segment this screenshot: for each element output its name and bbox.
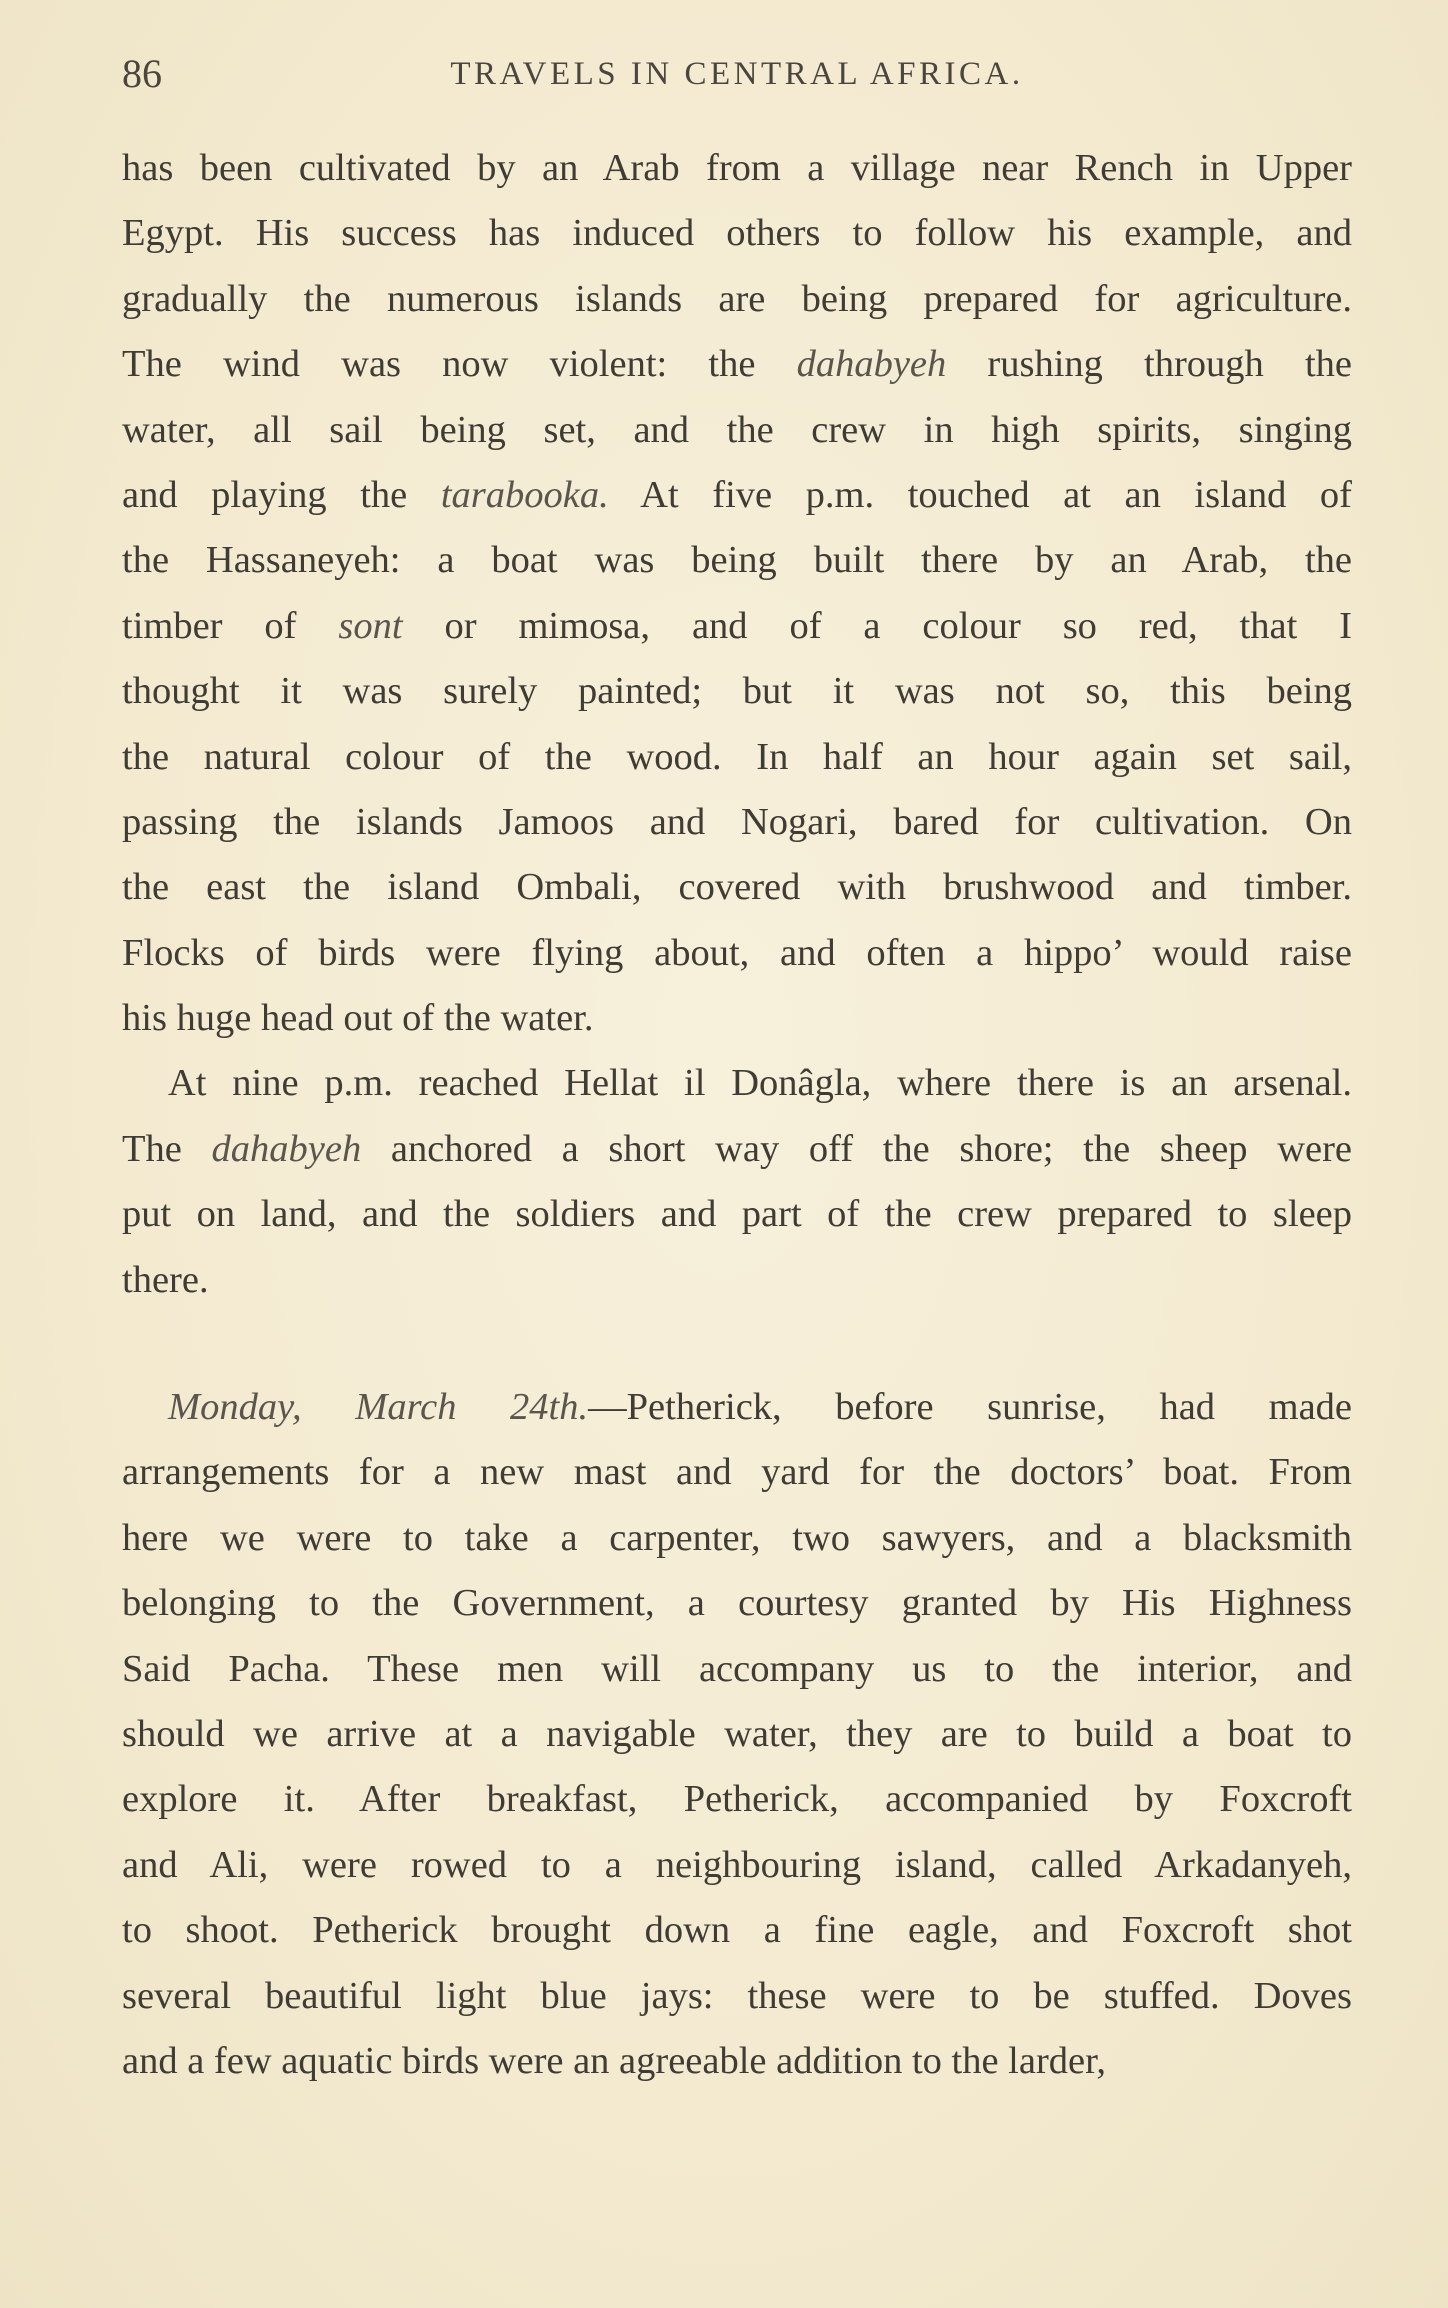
page-header [122, 46, 1352, 102]
text-line [122, 332, 1352, 397]
text-line [122, 528, 1352, 593]
italic-text: sont [338, 604, 403, 647]
text-line [122, 1117, 1352, 1182]
text-line [122, 725, 1352, 790]
text-line [122, 1964, 1352, 2029]
text-line [122, 398, 1352, 463]
line-text: Said Pacha. These men will accompany us to the interior, and [122, 1647, 1352, 1690]
line-text: and a few aquatic birds were an agreeable addition to the larder, [122, 2039, 1107, 2082]
page-number: 86 [122, 51, 162, 96]
text-line [122, 1248, 1352, 1313]
text-line [122, 594, 1352, 659]
italic-text: dahabyeh [211, 1127, 362, 1170]
paragraph [122, 136, 1352, 1051]
text-line [122, 1375, 1352, 1440]
text-line [122, 267, 1352, 332]
line-text: and Ali, were rowed to a neighbouring island, called Arkadanyeh, [122, 1843, 1352, 1886]
line-text: several beautiful light blue jays: these were to be stuffed. Doves [122, 1974, 1352, 2017]
text-line [122, 1506, 1352, 1571]
line-text: arrangements for a new mast and yard for the doctors’ boat. From [122, 1451, 1352, 1494]
text-line [122, 790, 1352, 855]
line-text: and playing the [122, 473, 441, 516]
line-text: there. [122, 1258, 209, 1301]
line-text: explore it. After breakfast, Petherick, accompanied by Foxcroft [122, 1778, 1352, 1821]
section-gap [122, 1313, 1352, 1375]
text-line [122, 986, 1352, 1051]
text-line [122, 1767, 1352, 1832]
line-text: Flocks of birds were flying about, and often a hippo’ would raise [122, 931, 1352, 974]
line-text: the natural colour of the wood. In half an hour again set sail, [122, 735, 1352, 778]
line-text: At nine p.m. reached Hellat il Donâgla, where there is an arsenal. [168, 1062, 1352, 1105]
text-line [122, 855, 1352, 920]
line-text: timber of [122, 604, 339, 647]
text-line [122, 1182, 1352, 1247]
line-text: anchored a short way off the shore; the sheep were [361, 1127, 1352, 1170]
text-line [122, 921, 1352, 986]
line-text: rushing through the [946, 343, 1352, 386]
line-text: thought it was surely painted; but it was not so, this being [122, 670, 1352, 713]
line-text: Egypt. His success has induced others to follow his example, and [122, 212, 1352, 255]
line-text: water, all sail being set, and the crew in high spirits, singing [122, 408, 1352, 451]
text-line [122, 1051, 1352, 1116]
text-line [122, 136, 1352, 201]
line-text: The [122, 1127, 212, 1170]
text-line [122, 1898, 1352, 1963]
line-text: put on land, and the soldiers and part of the crew prepared to sleep [122, 1193, 1352, 1236]
body-text [122, 136, 1352, 2094]
paragraph [122, 1051, 1352, 1313]
text-line [122, 2029, 1352, 2094]
text-line [122, 463, 1352, 528]
line-text: the Hassaneyeh: a boat was being built there by an Arab, the [122, 539, 1352, 582]
text-line [122, 1440, 1352, 1505]
line-text: —Petherick, before sunrise, had made [588, 1386, 1352, 1429]
line-text: the east the island Ombali, covered with brushwood and timber. [122, 866, 1352, 909]
italic-text: Monday, March 24th. [168, 1386, 589, 1429]
running-head: TRAVELS IN CENTRAL AFRICA. [450, 56, 1024, 92]
italic-text: dahabyeh [796, 343, 947, 386]
text-line [122, 1637, 1352, 1702]
line-text: here we were to take a carpenter, two sawyers, and a blacksmith [122, 1516, 1352, 1559]
line-text: At five p.m. touched at an island of [608, 473, 1352, 516]
text-line [122, 201, 1352, 266]
line-text: passing the islands Jamoos and Nogari, bared for cultivation. On [122, 800, 1352, 843]
paragraph [122, 1375, 1352, 2094]
text-line [122, 1571, 1352, 1636]
line-text: has been cultivated by an Arab from a village near Rench in Upper [122, 147, 1352, 189]
line-text: or mimosa, and of a colour so red, that I [402, 604, 1352, 647]
line-text: his huge head out of the water. [122, 997, 594, 1040]
line-text: to shoot. Petherick brought down a fine eagle, and Foxcroft shot [122, 1909, 1352, 1952]
line-text: gradually the numerous islands are being prepared for agriculture. [122, 277, 1352, 320]
line-text: The wind was now violent: the [122, 343, 797, 386]
line-text: belonging to the Government, a courtesy granted by His Highness [122, 1582, 1352, 1625]
text-line [122, 1833, 1352, 1898]
text-line [122, 1702, 1352, 1767]
text-line [122, 659, 1352, 724]
line-text: should we arrive at a navigable water, they are to build a boat to [122, 1712, 1352, 1755]
italic-text: tarabooka. [440, 473, 609, 516]
